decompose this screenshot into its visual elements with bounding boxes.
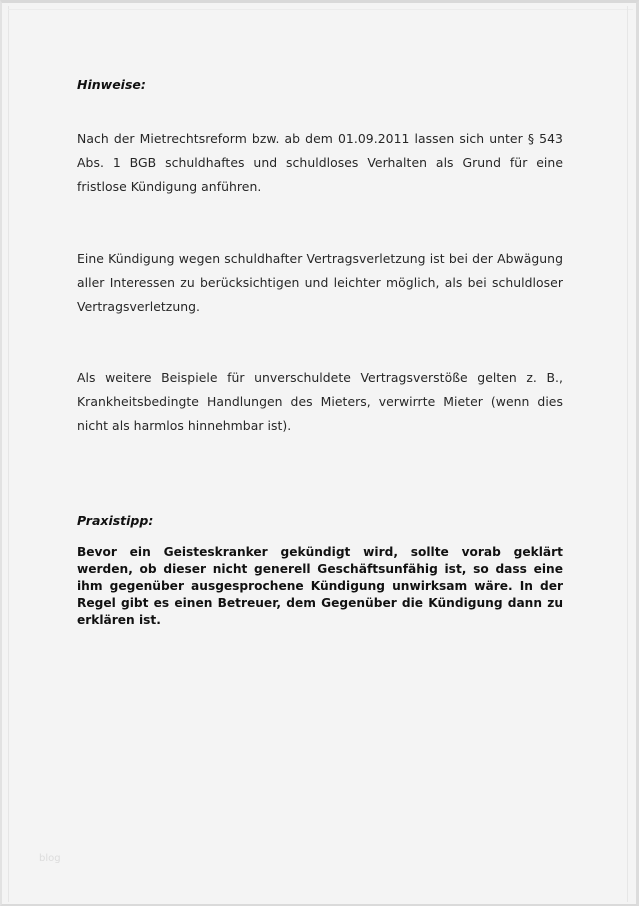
- paragraph-praxistipp: Bevor ein Geisteskranker gekündigt wird, sollte vorab geklärt werden, ob dieser nicht generell Geschäftsunfähig ist, so dass eine ihm gegenüber ausgesprochene Kündigung unwirksam wäre. In der Regel gibt es einen Betreuer, dem Gegenüber die Kündigung dann zu erklären ist.: [77, 545, 563, 627]
- scan-edge-right: [627, 6, 628, 902]
- scan-edge-left: [8, 6, 9, 902]
- scan-edge-top: [8, 9, 633, 10]
- paragraph-mietrechtsreform: Nach der Mietrechtsreform bzw. ab dem 01.09.2011 lassen sich unter § 543 Abs. 1 BGB schuldhaftes und schuldloses Verhalten als Grund für eine fristlose Kündigung anführen.: [77, 131, 563, 194]
- heading-hinweise: Hinweise:: [77, 77, 146, 92]
- paragraph-beispiele: Als weitere Beispiele für unverschuldete Vertragsverstöße gelten z. B., Krankheitsbedingte Handlungen des Mieters, verwirrte Mieter (wenn dies nicht als harmlos hinnehmbar ist).: [77, 370, 563, 433]
- watermark: blog: [39, 853, 61, 864]
- heading-praxistipp: Praxistipp:: [77, 513, 154, 528]
- paragraph-schuldhafte-vertragsverletzung: Eine Kündigung wegen schuldhafter Vertragsverletzung ist bei der Abwägung aller Interessen zu berücksichtigen und leichter möglich, als bei schuldloser Vertragsverletzung.: [77, 251, 563, 314]
